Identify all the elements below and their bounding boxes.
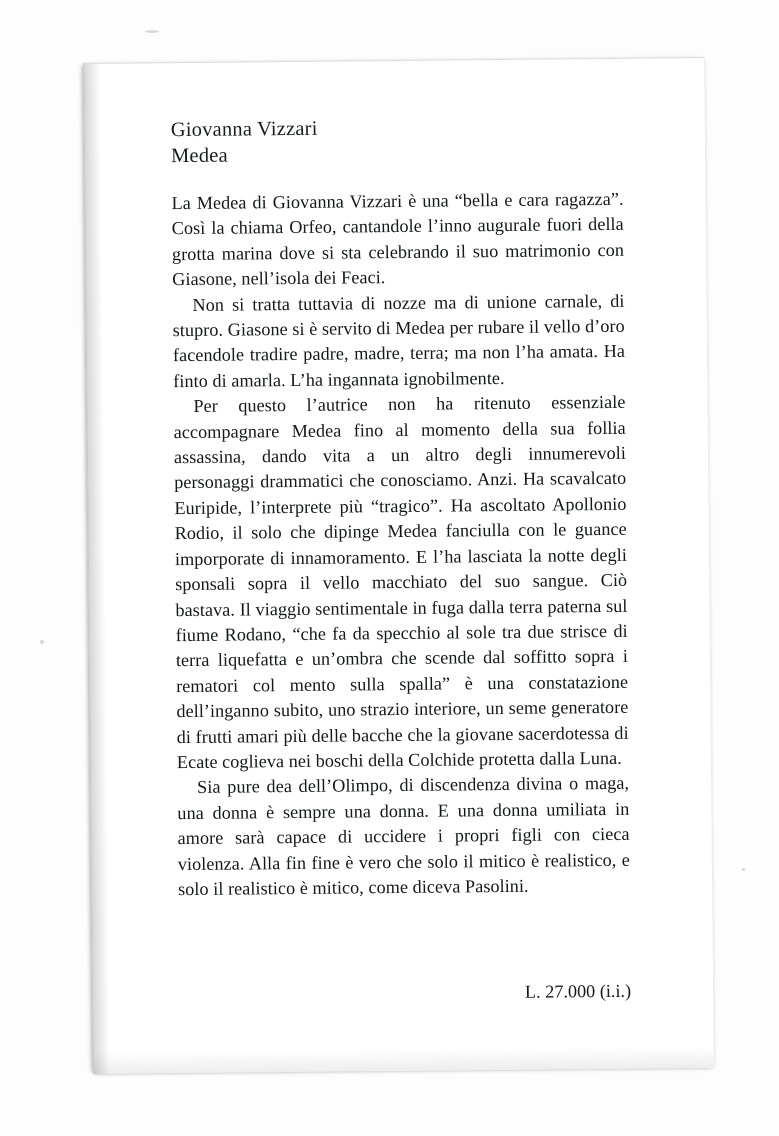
page-bottom-shadow	[94, 1046, 714, 1074]
paragraph-3: Per questo l’autrice non ha ritenuto essenziale accompagnare Medea fino al momento della sua follia assassina, dando vita a un altro degli innumerevoli personaggi drammatici che conosciamo. Anzi. Ha scavalcato Euripide, l’interprete più “tragico”. Ha ascoltato Apollonio Rodio, il solo che dipinge Medea fanciulla con le guance imporporate di innamoramento. E l’ha lasciata la notte degli sponsali sopra il vello macchiato del suo sangue. Ciò bastava. Il viaggio sentimentale in fuga dalla terra paterna sul fiume Rodano, “che fa da specchio al sole tra due strisce di terra liquefatta e un’ombra che scende dal soffitto sopra i rematori col mento sulla spalla” è una constatazione dell’inganno subito, uno strazio interiore, un seme generatore di frutti amari più delle bacche che la giovane sacerdotessa di Ecate coglieva nei boschi della Colchide protetta dalla Luna.	[173, 392, 629, 773]
scan-speck	[742, 868, 745, 871]
scan-speck	[145, 30, 159, 33]
blurb-text-block	[171, 113, 631, 903]
work-title: Medea	[170, 144, 228, 168]
page-gutter-shadow	[84, 64, 110, 1074]
paragraph-4: Sia pure dea dell’Olimpo, di discendenza divina o maga, una donna è sempre una donna. E una donna umiliata in amore sarà capace di uccidere i propri figli con cieca violenza. Alla fin fine è vero che solo il mitico è realistico, e solo il realistico è mitico, come diceva Pasolini.	[177, 773, 630, 900]
book-page	[83, 57, 715, 1074]
author-name: Giovanna Vizzari	[170, 117, 318, 142]
title-group	[171, 113, 623, 169]
price-label: L. 27.000 (i.i.)	[524, 980, 632, 1002]
scan-speck	[40, 640, 44, 644]
paragraph-1: La Medea di Giovanna Vizzari è una “bella e cara ragazza”. Così la chiama Orfeo, cantandole l’inno augurale fuori della grotta marina dove si sta celebrando il suo matrimonio con Giasone, nell’isola dei Feaci.	[171, 188, 625, 290]
paragraph-2: Non si tratta tuttavia di nozze ma di unione carnale, di stupro. Giasone si è servito di Medea per rubare il vello d’oro facendole tradire padre, madre, terra; ma non l’ha amata. Ha finto di amarla. L’ha ingannata ignobilmente.	[172, 290, 626, 392]
